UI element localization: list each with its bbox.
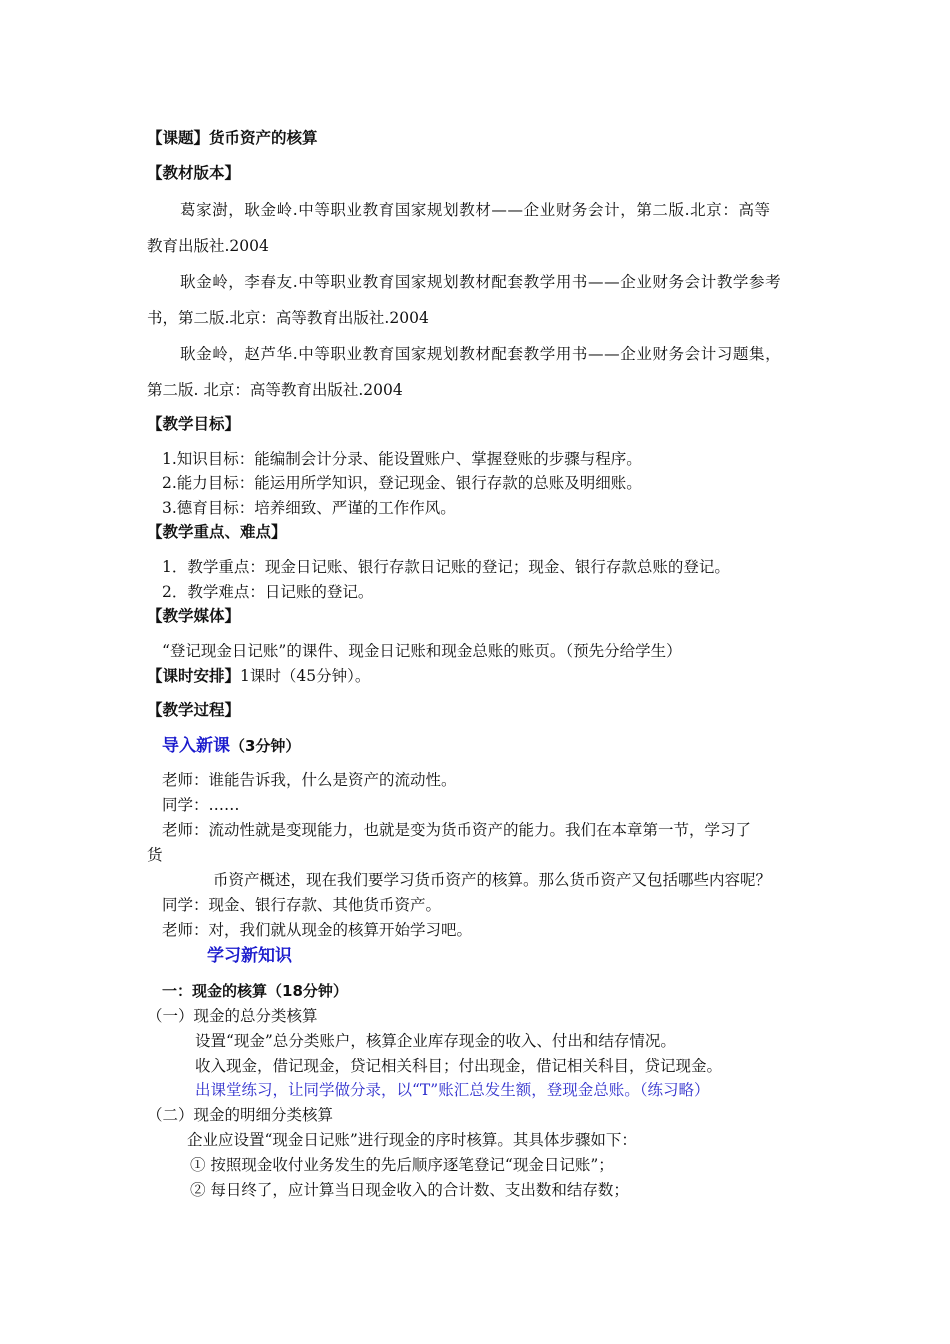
dialogue-line: 同学：现金、银行存款、其他货币资产。	[162, 896, 442, 914]
textbook-line-6: 第二版. 北京：高等教育出版社.2004	[147, 381, 403, 399]
section-title: 一：现金的核算（18分钟）	[162, 982, 348, 1000]
dialogue-line: 同学：……	[162, 796, 240, 814]
textbook-line-5: 耿金岭，赵芦华.中等职业教育国家规划教材配套教学用书——企业财务会计习题集，	[180, 345, 782, 363]
topic-label: 【课题】	[147, 129, 210, 147]
objective-item: 2.能力目标：能运用所学知识，登记现金、银行存款的总账及明细账。	[162, 474, 642, 492]
subsection-title: （一）现金的总分类核算	[147, 1007, 318, 1025]
dialogue-line: 老师：谁能告诉我，什么是资产的流动性。	[162, 771, 457, 789]
dialogue-line: 货	[147, 846, 163, 864]
textbook-line-2: 教育出版社.2004	[147, 237, 269, 255]
schedule-label: 【课时安排】	[147, 667, 241, 685]
textbook-line-4: 书，第二版.北京：高等教育出版社.2004	[147, 309, 429, 327]
intro-heading-line	[162, 735, 300, 757]
exercise-note: 出课堂练习，让同学做分录，以“T”账汇总发生额，登现金总账。（练习略）	[195, 1081, 710, 1099]
objective-item: 1.知识目标：能编制会计分录、能设置账户、掌握登账的步骤与程序。	[162, 450, 642, 468]
step-item: ① 按照现金收付业务发生的先后顺序逐笔登记“现金日记账”；	[190, 1156, 614, 1174]
textbook-line-1: 葛家澍，耿金岭.中等职业教育国家规划教材——企业财务会计，第二版.北京：高等	[180, 201, 771, 219]
dialogue-line: 老师：对，我们就从现金的核算开始学习吧。	[162, 921, 473, 939]
topic-title: 货币资产的核算	[209, 129, 318, 147]
subsection-title: （二）现金的明细分类核算	[147, 1106, 334, 1124]
topic-line	[147, 128, 318, 148]
key-points-label: 【教学重点、难点】	[147, 523, 287, 541]
paragraph: 企业应设置“现金日记账”进行现金的序时核算。其具体步骤如下：	[187, 1131, 637, 1149]
step-item: ② 每日终了，应计算当日现金收入的合计数、支出数和结存数；	[190, 1181, 629, 1199]
textbook-line-3: 耿金岭，李春友.中等职业教育国家规划教材配套教学用书——企业财务会计教学参考	[180, 273, 782, 291]
schedule-line	[147, 666, 370, 686]
objectives-label: 【教学目标】	[147, 415, 241, 433]
paragraph: 设置“现金”总分类账户，核算企业库存现金的收入、付出和结存情况。	[195, 1032, 676, 1050]
intro-heading: 导入新课	[162, 736, 230, 756]
paragraph: 收入现金，借记现金，贷记相关科目；付出现金，借记相关科目，贷记现金。	[195, 1057, 723, 1075]
dialogue-line: 老师：流动性就是变现能力，也就是变为货币资产的能力。我们在本章第一节，学习了	[162, 821, 752, 839]
key-point-item: 1．教学重点：现金日记账、银行存款日记账的登记；现金、银行存款总账的登记。	[162, 558, 730, 576]
media-label: 【教学媒体】	[147, 607, 241, 625]
process-label: 【教学过程】	[147, 701, 241, 719]
key-point-item: 2．教学难点：日记账的登记。	[162, 583, 374, 601]
new-knowledge-heading: 学习新知识	[207, 946, 292, 966]
intro-duration: （3分钟）	[230, 737, 301, 755]
schedule-text: 1课时（45分钟）。	[240, 667, 371, 685]
media-text: “登记现金日记账”的课件、现金日记账和现金总账的账页。（预先分给学生）	[162, 642, 682, 660]
dialogue-line: 币资产概述，现在我们要学习货币资产的核算。那么货币资产又包括哪些内容呢？	[213, 871, 772, 889]
objective-item: 3.德育目标：培养细致、严谨的工作作风。	[162, 499, 456, 517]
textbook-label: 【教材版本】	[147, 164, 241, 182]
